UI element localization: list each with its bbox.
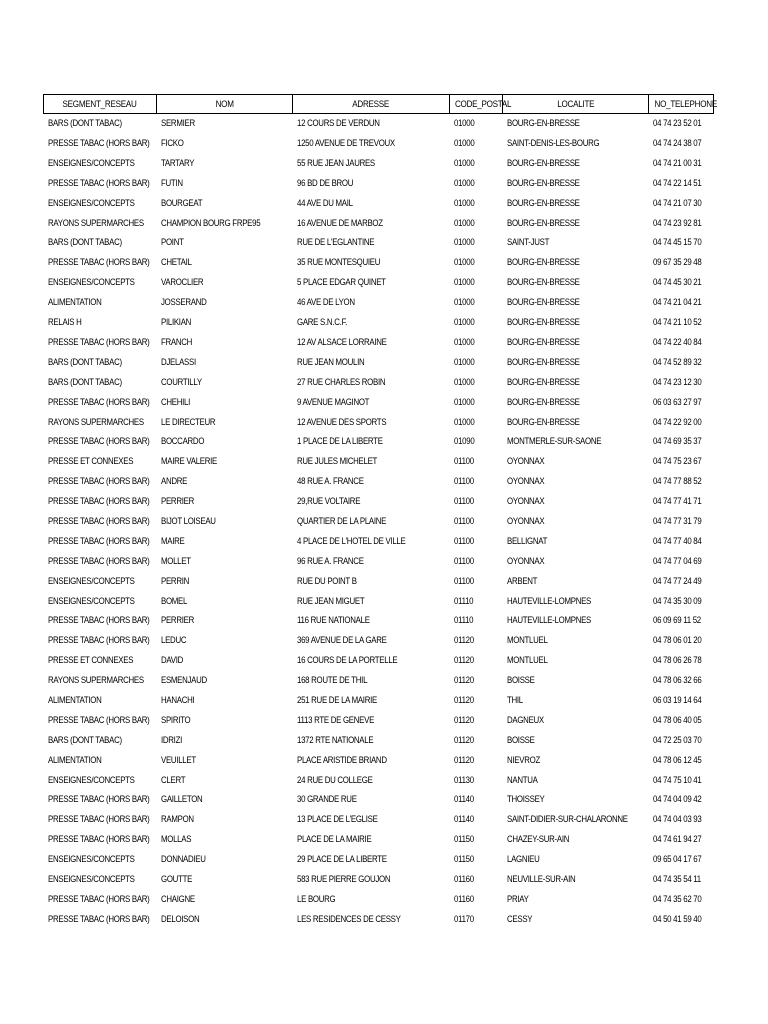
table-row xyxy=(44,134,714,154)
table-row xyxy=(44,452,714,472)
cell-code-postal: 01100 xyxy=(453,515,474,527)
cell-localite: BOURG-EN-BRESSE xyxy=(506,336,580,348)
cell-code-postal: 01120 xyxy=(453,734,474,746)
table-row xyxy=(44,671,714,691)
cell-adresse: 46 AVE DE LYON xyxy=(296,297,355,309)
table-row xyxy=(44,273,714,293)
table-row xyxy=(44,532,714,552)
table-row xyxy=(44,830,714,850)
cell-adresse: 12 AV ALSACE LORRAINE xyxy=(296,336,387,348)
cell-no-telephone: 04 78 06 32 66 xyxy=(652,675,701,687)
cell-segment-reseau: PRESSE TABAC (HORS BAR) xyxy=(47,138,150,150)
cell-no-telephone: 04 74 69 35 37 xyxy=(652,436,701,448)
cell-localite: MONTMERLE-SUR-SAONE xyxy=(506,436,601,448)
cell-code-postal: 01000 xyxy=(453,336,474,348)
cell-localite: BOISSE xyxy=(506,675,535,687)
cell-code-postal: 01110 xyxy=(453,595,473,607)
cell-nom: CHAIGNE xyxy=(160,893,195,905)
cell-code-postal: 01120 xyxy=(453,714,474,726)
cell-nom: IDRIZI xyxy=(160,734,182,746)
cell-code-postal: 01150 xyxy=(453,854,474,866)
cell-segment-reseau: ENSEIGNES/CONCEPTS xyxy=(47,873,135,885)
table-row xyxy=(44,691,714,711)
table-row xyxy=(44,392,714,412)
table-row xyxy=(44,333,714,353)
cell-localite: BOISSE xyxy=(506,734,535,746)
cell-adresse: 168 ROUTE DE THIL xyxy=(296,675,367,687)
cell-localite: HAUTEVILLE-LOMPNES xyxy=(506,595,591,607)
cell-localite: BOURG-EN-BRESSE xyxy=(506,376,580,388)
cell-code-postal: 01000 xyxy=(453,197,474,209)
cell-nom: LEDUC xyxy=(160,635,186,647)
cell-no-telephone: 04 74 04 03 93 xyxy=(652,814,701,826)
cell-segment-reseau: BARS (DONT TABAC) xyxy=(47,734,122,746)
cell-adresse: 29 PLACE DE LA LIBERTE xyxy=(296,854,387,866)
cell-no-telephone: 04 74 21 07 30 xyxy=(652,197,701,209)
cell-nom: GAILLETON xyxy=(160,794,202,806)
cell-segment-reseau: ALIMENTATION xyxy=(47,754,102,766)
cell-segment-reseau: PRESSE ET CONNEXES xyxy=(47,655,133,667)
cell-no-telephone: 04 74 21 00 31 xyxy=(652,157,701,169)
cell-localite: THOISSEY xyxy=(506,794,544,806)
cell-nom: COURTILLY xyxy=(160,376,202,388)
cell-segment-reseau: PRESSE TABAC (HORS BAR) xyxy=(47,555,150,567)
table-row xyxy=(44,114,714,134)
cell-nom: CHEHILI xyxy=(160,396,190,408)
cell-segment-reseau: ALIMENTATION xyxy=(47,297,102,309)
cell-segment-reseau: BARS (DONT TABAC) xyxy=(47,118,122,130)
cell-localite: SAINT-DIDIER-SUR-CHALARONNE xyxy=(506,814,628,826)
cell-localite: NEUVILLE-SUR-AIN xyxy=(506,873,575,885)
table-row xyxy=(44,611,714,631)
cell-segment-reseau: PRESSE TABAC (HORS BAR) xyxy=(47,714,150,726)
table-row xyxy=(44,711,714,731)
cell-adresse: 35 RUE MONTESQUIEU xyxy=(296,257,380,269)
table-row xyxy=(44,174,714,194)
cell-segment-reseau: PRESSE TABAC (HORS BAR) xyxy=(47,635,150,647)
table-row xyxy=(44,910,714,930)
cell-localite: BOURG-EN-BRESSE xyxy=(506,317,580,329)
table-row xyxy=(44,751,714,771)
cell-code-postal: 01120 xyxy=(453,754,474,766)
cell-adresse: PLACE DE LA MAIRIE xyxy=(296,834,371,846)
cell-code-postal: 01000 xyxy=(453,277,474,289)
cell-nom: CHAMPION BOURG FRPE95 xyxy=(160,217,260,229)
cell-localite: CHAZEY-SUR-AIN xyxy=(506,834,569,846)
cell-localite: BOURG-EN-BRESSE xyxy=(506,177,580,189)
table-row xyxy=(44,492,714,512)
cell-localite: DAGNEUX xyxy=(506,714,544,726)
cell-localite: OYONNAX xyxy=(506,456,544,468)
cell-nom: DONNADIEU xyxy=(160,854,206,866)
cell-no-telephone: 04 78 06 26 78 xyxy=(652,655,701,667)
cell-adresse: 369 AVENUE DE LA GARE xyxy=(296,635,387,647)
cell-localite: THIL xyxy=(506,694,523,706)
table-row xyxy=(44,552,714,572)
cell-localite: HAUTEVILLE-LOMPNES xyxy=(506,615,591,627)
table-row xyxy=(44,790,714,810)
cell-localite: NANTUA xyxy=(506,774,538,786)
table-row xyxy=(44,850,714,870)
cell-localite: BOURG-EN-BRESSE xyxy=(506,356,580,368)
cell-no-telephone: 04 72 25 03 70 xyxy=(652,734,701,746)
cell-localite: BOURG-EN-BRESSE xyxy=(506,416,580,428)
cell-code-postal: 01120 xyxy=(453,694,474,706)
cell-adresse: 48 RUE A. FRANCE xyxy=(296,476,364,488)
cell-adresse: 1250 AVENUE DE TREVOUX xyxy=(296,138,395,150)
table-row xyxy=(44,194,714,214)
cell-code-postal: 01120 xyxy=(453,675,474,687)
cell-nom: CHETAIL xyxy=(160,257,192,269)
table-row xyxy=(44,512,714,532)
cell-localite: NIEVROZ xyxy=(506,754,540,766)
cell-segment-reseau: PRESSE TABAC (HORS BAR) xyxy=(47,476,150,488)
cell-adresse: 27 RUE CHARLES ROBIN xyxy=(296,376,385,388)
cell-code-postal: 01000 xyxy=(453,157,474,169)
table-row xyxy=(44,631,714,651)
cell-no-telephone: 04 74 61 94 27 xyxy=(652,834,701,846)
cell-code-postal: 01000 xyxy=(453,257,474,269)
cell-code-postal: 01000 xyxy=(453,297,474,309)
cell-adresse: RUE DE L'EGLANTINE xyxy=(296,237,374,249)
cell-nom: JOSSERAND xyxy=(160,297,207,309)
cell-localite: MONTLUEL xyxy=(506,655,548,667)
cell-segment-reseau: RAYONS SUPERMARCHES xyxy=(47,675,144,687)
cell-code-postal: 01000 xyxy=(453,177,474,189)
cell-nom: BOCCARDO xyxy=(160,436,204,448)
cell-localite: BELLIGNAT xyxy=(506,535,547,547)
cell-adresse: GARE S.N.C.F. xyxy=(296,317,347,329)
cell-nom: POINT xyxy=(160,237,184,249)
cell-localite: BOURG-EN-BRESSE xyxy=(506,297,580,309)
cell-no-telephone: 04 74 77 04 69 xyxy=(652,555,701,567)
cell-no-telephone: 06 03 63 27 97 xyxy=(652,396,701,408)
cell-no-telephone: 04 74 22 40 84 xyxy=(652,336,701,348)
cell-segment-reseau: PRESSE TABAC (HORS BAR) xyxy=(47,336,150,348)
cell-adresse: 5 PLACE EDGAR QUINET xyxy=(296,277,386,289)
cell-segment-reseau: ENSEIGNES/CONCEPTS xyxy=(47,575,135,587)
cell-localite: BOURG-EN-BRESSE xyxy=(506,157,580,169)
cell-nom: BOURGEAT xyxy=(160,197,202,209)
table-row xyxy=(44,870,714,890)
cell-no-telephone: 04 74 04 09 42 xyxy=(652,794,701,806)
cell-localite: PRIAY xyxy=(506,893,529,905)
cell-no-telephone: 04 74 24 38 07 xyxy=(652,138,701,150)
cell-segment-reseau: PRESSE TABAC (HORS BAR) xyxy=(47,834,150,846)
cell-nom: PERRIER xyxy=(160,615,194,627)
cell-no-telephone: 04 78 06 01 20 xyxy=(652,635,701,647)
cell-code-postal: 01110 xyxy=(453,615,473,627)
cell-nom: FUTIN xyxy=(160,177,183,189)
table-row xyxy=(44,472,714,492)
cell-nom: PERRIN xyxy=(160,575,189,587)
cell-no-telephone: 04 50 41 59 40 xyxy=(652,913,701,925)
cell-nom: VEUILLET xyxy=(160,754,196,766)
table-row xyxy=(44,313,714,333)
cell-code-postal: 01160 xyxy=(453,893,474,905)
cell-adresse: 116 RUE NATIONALE xyxy=(296,615,370,627)
cell-segment-reseau: ENSEIGNES/CONCEPTS xyxy=(47,197,135,209)
cell-code-postal: 01000 xyxy=(453,416,474,428)
cell-code-postal: 01130 xyxy=(453,774,474,786)
cell-segment-reseau: RAYONS SUPERMARCHES xyxy=(47,217,144,229)
cell-segment-reseau: PRESSE TABAC (HORS BAR) xyxy=(47,615,150,627)
cell-segment-reseau: BARS (DONT TABAC) xyxy=(47,356,122,368)
cell-localite: OYONNAX xyxy=(506,515,544,527)
column-header-segment-reseau: SEGMENT_RESEAU xyxy=(44,95,157,114)
cell-adresse: LE BOURG xyxy=(296,893,335,905)
cell-adresse: 29,RUE VOLTAIRE xyxy=(296,496,360,508)
table-row xyxy=(44,373,714,393)
cell-localite: BOURG-EN-BRESSE xyxy=(506,197,580,209)
cell-no-telephone: 04 74 21 04 21 xyxy=(652,297,701,309)
cell-adresse: RUE DU POINT B xyxy=(296,575,357,587)
cell-segment-reseau: ENSEIGNES/CONCEPTS xyxy=(47,854,135,866)
table-row xyxy=(44,890,714,910)
cell-no-telephone: 04 74 35 62 70 xyxy=(652,893,701,905)
cell-adresse: 1 PLACE DE LA LIBERTE xyxy=(296,436,383,448)
cell-localite: BOURG-EN-BRESSE xyxy=(506,217,580,229)
cell-code-postal: 01000 xyxy=(453,396,474,408)
cell-code-postal: 01100 xyxy=(453,535,474,547)
cell-segment-reseau: RAYONS SUPERMARCHES xyxy=(47,416,144,428)
cell-no-telephone: 04 74 23 92 81 xyxy=(652,217,701,229)
cell-adresse: PLACE ARISTIDE BRIAND xyxy=(296,754,387,766)
cell-localite: MONTLUEL xyxy=(506,635,548,647)
column-header-localite: LOCALITE xyxy=(503,95,649,114)
cell-no-telephone: 04 74 45 15 70 xyxy=(652,237,701,249)
cell-adresse: 16 COURS DE LA PORTELLE xyxy=(296,655,397,667)
cell-localite: CESSY xyxy=(506,913,532,925)
cell-nom: MOLLAS xyxy=(160,834,191,846)
column-header-adresse: ADRESSE xyxy=(293,95,450,114)
cell-adresse: 44 AVE DU MAIL xyxy=(296,197,353,209)
cell-code-postal: 01140 xyxy=(453,794,474,806)
cell-no-telephone: 04 74 45 30 21 xyxy=(652,277,701,289)
cell-nom: HANACHI xyxy=(160,694,194,706)
cell-no-telephone: 04 74 22 14 51 xyxy=(652,177,701,189)
cell-nom: MAIRE VALERIE xyxy=(160,456,217,468)
cell-nom: DJELASSI xyxy=(160,356,196,368)
cell-no-telephone: 04 78 06 40 05 xyxy=(652,714,701,726)
cell-segment-reseau: PRESSE TABAC (HORS BAR) xyxy=(47,535,150,547)
cell-adresse: QUARTIER DE LA PLAINE xyxy=(296,515,386,527)
cell-adresse: 30 GRANDE RUE xyxy=(296,794,357,806)
cell-adresse: 1372 RTE NATIONALE xyxy=(296,734,373,746)
cell-no-telephone: 04 74 23 12 30 xyxy=(652,376,701,388)
cell-segment-reseau: ENSEIGNES/CONCEPTS xyxy=(47,774,135,786)
cell-code-postal: 01170 xyxy=(453,913,474,925)
cell-segment-reseau: PRESSE TABAC (HORS BAR) xyxy=(47,257,150,269)
cell-adresse: 4 PLACE DE L'HOTEL DE VILLE xyxy=(296,535,405,547)
cell-no-telephone: 06 03 19 14 64 xyxy=(652,694,701,706)
column-header-nom: NOM xyxy=(157,95,293,114)
cell-adresse: 583 RUE PIERRE GOUJON xyxy=(296,873,390,885)
cell-adresse: 13 PLACE DE L'EGLISE xyxy=(296,814,378,826)
table-row xyxy=(44,731,714,751)
cell-nom: BIJOT LOISEAU xyxy=(160,515,216,527)
cell-segment-reseau: PRESSE TABAC (HORS BAR) xyxy=(47,515,150,527)
cell-nom: RAMPON xyxy=(160,814,194,826)
table-row xyxy=(44,353,714,373)
cell-nom: GOUTTE xyxy=(160,873,192,885)
cell-segment-reseau: ENSEIGNES/CONCEPTS xyxy=(47,277,135,289)
table-row xyxy=(44,412,714,432)
table-row xyxy=(44,432,714,452)
column-header-no-telephone: NO_TELEPHONE xyxy=(649,95,714,114)
cell-segment-reseau: PRESSE TABAC (HORS BAR) xyxy=(47,436,150,448)
cell-segment-reseau: BARS (DONT TABAC) xyxy=(47,376,122,388)
cell-no-telephone: 04 74 77 88 52 xyxy=(652,476,701,488)
cell-adresse: 251 RUE DE LA MAIRIE xyxy=(296,694,377,706)
cell-segment-reseau: ALIMENTATION xyxy=(47,694,102,706)
cell-nom: PILIKIAN xyxy=(160,317,191,329)
cell-localite: SAINT-DENIS-LES-BOURG xyxy=(506,138,599,150)
cell-segment-reseau: PRESSE TABAC (HORS BAR) xyxy=(47,814,150,826)
table-row xyxy=(44,810,714,830)
cell-code-postal: 01000 xyxy=(453,118,474,130)
cell-no-telephone: 04 74 75 10 41 xyxy=(652,774,701,786)
cell-adresse: 12 AVENUE DES SPORTS xyxy=(296,416,386,428)
cell-segment-reseau: PRESSE TABAC (HORS BAR) xyxy=(47,893,150,905)
cell-code-postal: 01000 xyxy=(453,376,474,388)
cell-nom: ANDRE xyxy=(160,476,187,488)
table-row xyxy=(44,770,714,790)
cell-nom: CLERT xyxy=(160,774,185,786)
cell-segment-reseau: PRESSE TABAC (HORS BAR) xyxy=(47,913,150,925)
table-row xyxy=(44,253,714,273)
table-row xyxy=(44,154,714,174)
table-body xyxy=(44,114,714,930)
cell-code-postal: 01000 xyxy=(453,237,474,249)
cell-adresse: RUE JEAN MOULIN xyxy=(296,356,364,368)
cell-segment-reseau: BARS (DONT TABAC) xyxy=(47,237,122,249)
cell-nom: FICKO xyxy=(160,138,184,150)
cell-code-postal: 01100 xyxy=(453,555,474,567)
cell-localite: BOURG-EN-BRESSE xyxy=(506,257,580,269)
cell-nom: TARTARY xyxy=(160,157,194,169)
cell-segment-reseau: PRESSE ET CONNEXES xyxy=(47,456,133,468)
cell-adresse: 9 AVENUE MAGINOT xyxy=(296,396,369,408)
cell-adresse: RUE JEAN MIGUET xyxy=(296,595,364,607)
cell-adresse: 24 RUE DU COLLEGE xyxy=(296,774,373,786)
cell-code-postal: 01160 xyxy=(453,873,474,885)
cell-localite: BOURG-EN-BRESSE xyxy=(506,396,580,408)
header-row xyxy=(44,95,714,114)
cell-segment-reseau: ENSEIGNES/CONCEPTS xyxy=(47,157,135,169)
cell-localite: LAGNIEU xyxy=(506,854,540,866)
data-table xyxy=(43,94,717,930)
cell-localite: ARBENT xyxy=(506,575,537,587)
cell-code-postal: 01100 xyxy=(453,575,474,587)
table-row xyxy=(44,293,714,313)
cell-localite: OYONNAX xyxy=(506,496,544,508)
cell-code-postal: 01120 xyxy=(453,655,474,667)
cell-adresse: 96 RUE A. FRANCE xyxy=(296,555,364,567)
cell-nom: BOMEL xyxy=(160,595,187,607)
cell-code-postal: 01120 xyxy=(453,635,474,647)
cell-adresse: 55 RUE JEAN JAURES xyxy=(296,157,375,169)
cell-nom: PERRIER xyxy=(160,496,194,508)
cell-nom: FRANCH xyxy=(160,336,192,348)
cell-localite: BOURG-EN-BRESSE xyxy=(506,277,580,289)
cell-code-postal: 01000 xyxy=(453,217,474,229)
cell-nom: SPIRITO xyxy=(160,714,190,726)
cell-no-telephone: 04 74 35 54 11 xyxy=(652,873,701,885)
cell-nom: VAROCLIER xyxy=(160,277,203,289)
cell-no-telephone: 06 09 69 11 52 xyxy=(652,615,701,627)
cell-segment-reseau: ENSEIGNES/CONCEPTS xyxy=(47,595,135,607)
table-header xyxy=(44,95,717,114)
cell-nom: SERMIER xyxy=(160,118,195,130)
cell-no-telephone: 04 74 21 10 52 xyxy=(652,317,701,329)
cell-code-postal: 01100 xyxy=(453,456,474,468)
cell-code-postal: 01140 xyxy=(453,814,474,826)
cell-code-postal: 01000 xyxy=(453,317,474,329)
cell-adresse: 96 BD DE BROU xyxy=(296,177,353,189)
column-header-code-postal: CODE_POSTAL xyxy=(450,95,503,114)
cell-nom: ESMENJAUD xyxy=(160,675,207,687)
cell-adresse: RUE JULES MICHELET xyxy=(296,456,377,468)
cell-localite: BOURG-EN-BRESSE xyxy=(506,118,580,130)
cell-no-telephone: 04 74 23 52 01 xyxy=(652,118,701,130)
table-row xyxy=(44,571,714,591)
cell-no-telephone: 09 67 35 29 48 xyxy=(652,257,701,269)
cell-no-telephone: 04 74 77 31 79 xyxy=(652,515,701,527)
cell-localite: OYONNAX xyxy=(506,555,544,567)
cell-code-postal: 01100 xyxy=(453,496,474,508)
cell-nom: MOLLET xyxy=(160,555,191,567)
cell-segment-reseau: PRESSE TABAC (HORS BAR) xyxy=(47,177,150,189)
cell-no-telephone: 04 74 22 92 00 xyxy=(652,416,701,428)
table-row xyxy=(44,213,714,233)
cell-segment-reseau: PRESSE TABAC (HORS BAR) xyxy=(47,496,150,508)
cell-no-telephone: 04 78 06 12 45 xyxy=(652,754,701,766)
cell-segment-reseau: RELAIS H xyxy=(47,317,82,329)
cell-adresse: LES RESIDENCES DE CESSY xyxy=(296,913,401,925)
cell-adresse: 1113 RTE DE GENEVE xyxy=(296,714,374,726)
cell-no-telephone: 04 74 52 89 32 xyxy=(652,356,701,368)
cell-adresse: 12 COURS DE VERDUN xyxy=(296,118,380,130)
cell-nom: DELOISON xyxy=(160,913,199,925)
table-row xyxy=(44,591,714,611)
cell-no-telephone: 04 74 35 30 09 xyxy=(652,595,701,607)
cell-adresse: 16 AVENUE DE MARBOZ xyxy=(296,217,383,229)
cell-no-telephone: 04 74 77 41 71 xyxy=(652,496,701,508)
cell-nom: MAIRE xyxy=(160,535,184,547)
table-row xyxy=(44,233,714,253)
cell-no-telephone: 04 74 77 24 49 xyxy=(652,575,701,587)
cell-code-postal: 01150 xyxy=(453,834,474,846)
cell-no-telephone: 04 74 77 40 84 xyxy=(652,535,701,547)
cell-no-telephone: 09 65 04 17 67 xyxy=(652,854,701,866)
table-row xyxy=(44,651,714,671)
cell-code-postal: 01000 xyxy=(453,356,474,368)
cell-segment-reseau: PRESSE TABAC (HORS BAR) xyxy=(47,396,150,408)
cell-segment-reseau: PRESSE TABAC (HORS BAR) xyxy=(47,794,150,806)
cell-no-telephone: 04 74 75 23 67 xyxy=(652,456,701,468)
cell-code-postal: 01000 xyxy=(453,138,474,150)
cell-nom: LE DIRECTEUR xyxy=(160,416,215,428)
cell-code-postal: 01100 xyxy=(453,476,474,488)
cell-nom: DAVID xyxy=(160,655,183,667)
cell-code-postal: 01090 xyxy=(453,436,474,448)
cell-localite: OYONNAX xyxy=(506,476,544,488)
cell-localite: SAINT-JUST xyxy=(506,237,549,249)
